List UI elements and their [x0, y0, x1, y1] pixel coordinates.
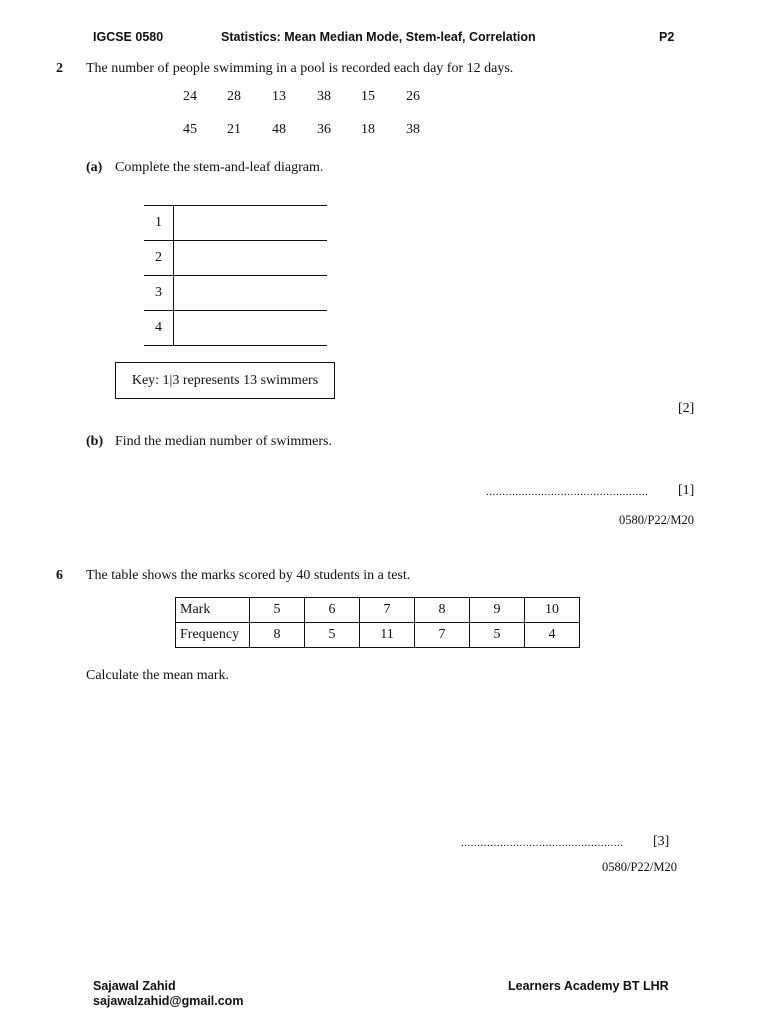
- frequency-cell: 5: [470, 623, 525, 648]
- data-value: 18: [361, 122, 375, 137]
- mark-row: [176, 598, 580, 623]
- frequency-cell: 7: [415, 623, 470, 648]
- header-topic: Statistics: Mean Median Mode, Stem-leaf, Correlation: [221, 30, 536, 44]
- row-label-mark: Mark: [176, 598, 250, 623]
- q2a-text: Complete the stem-and-leaf diagram.: [115, 160, 324, 175]
- data-value: 21: [227, 122, 241, 137]
- stem-value: 3: [144, 276, 174, 310]
- mark-cell: 5: [250, 598, 305, 623]
- q2b-label: (b): [86, 434, 104, 449]
- frequency-row: [176, 623, 580, 648]
- stem-leaf-key: Key: 1|3 represents 13 swimmers: [115, 362, 335, 399]
- mark-cell: 8: [415, 598, 470, 623]
- data-value: 45: [183, 122, 197, 137]
- data-value: 15: [361, 89, 375, 104]
- q6-answer-line[interactable]: ..................................................: [461, 837, 624, 849]
- data-value: 36: [317, 122, 331, 137]
- footer-author: Sajawal Zahid: [93, 979, 176, 993]
- frequency-cell: 5: [305, 623, 360, 648]
- mark-cell: 7: [360, 598, 415, 623]
- header-course: IGCSE 0580: [93, 30, 164, 44]
- q6-instruction: Calculate the mean mark.: [86, 668, 230, 683]
- mark-cell: 10: [525, 598, 580, 623]
- q2a-label: (a): [86, 160, 103, 175]
- q2-text: The number of people swimming in a pool is recorded each day for 12 days.: [86, 61, 514, 76]
- stem-value: 2: [144, 241, 174, 275]
- footer-email[interactable]: sajawalzahid@gmail.com: [93, 994, 244, 1008]
- mark-cell: 9: [470, 598, 525, 623]
- q6-reference: 0580/P22/M20: [602, 860, 678, 874]
- mark-cell: 6: [305, 598, 360, 623]
- q2b-answer-line[interactable]: ..................................................: [486, 486, 649, 498]
- data-value: 24: [183, 89, 197, 104]
- frequency-cell: 4: [525, 623, 580, 648]
- data-value: 28: [227, 89, 241, 104]
- data-value: 26: [406, 89, 420, 104]
- stem-row[interactable]: [144, 240, 327, 275]
- q2-reference: 0580/P22/M20: [619, 513, 695, 527]
- stem-row[interactable]: [144, 310, 327, 346]
- q2a-marks: [2]: [678, 401, 695, 416]
- q2-number: 2: [56, 61, 63, 76]
- data-value: 38: [317, 89, 331, 104]
- footer-academy: Learners Academy BT LHR: [508, 979, 669, 993]
- data-value: 38: [406, 122, 420, 137]
- frequency-cell: 11: [360, 623, 415, 648]
- stem-value: 4: [144, 311, 174, 345]
- stem-value: 1: [144, 206, 174, 240]
- stem-row[interactable]: [144, 205, 327, 240]
- q2b-marks: [1]: [678, 483, 695, 498]
- q2b-text: Find the median number of swimmers.: [115, 434, 332, 449]
- data-value: 48: [272, 122, 286, 137]
- frequency-cell: 8: [250, 623, 305, 648]
- data-value: 13: [272, 89, 286, 104]
- stem-leaf-diagram: [144, 205, 327, 346]
- stem-row[interactable]: [144, 275, 327, 310]
- row-label-frequency: Frequency: [176, 623, 250, 648]
- q6-number: 6: [56, 568, 63, 583]
- q2-data-row-2: [0, 122, 768, 142]
- frequency-table: [175, 597, 580, 648]
- header-paper: P2: [659, 30, 675, 44]
- q2-data-row-1: [0, 89, 768, 109]
- q6-marks: [3]: [653, 834, 670, 849]
- q6-text: The table shows the marks scored by 40 students in a test.: [86, 568, 411, 583]
